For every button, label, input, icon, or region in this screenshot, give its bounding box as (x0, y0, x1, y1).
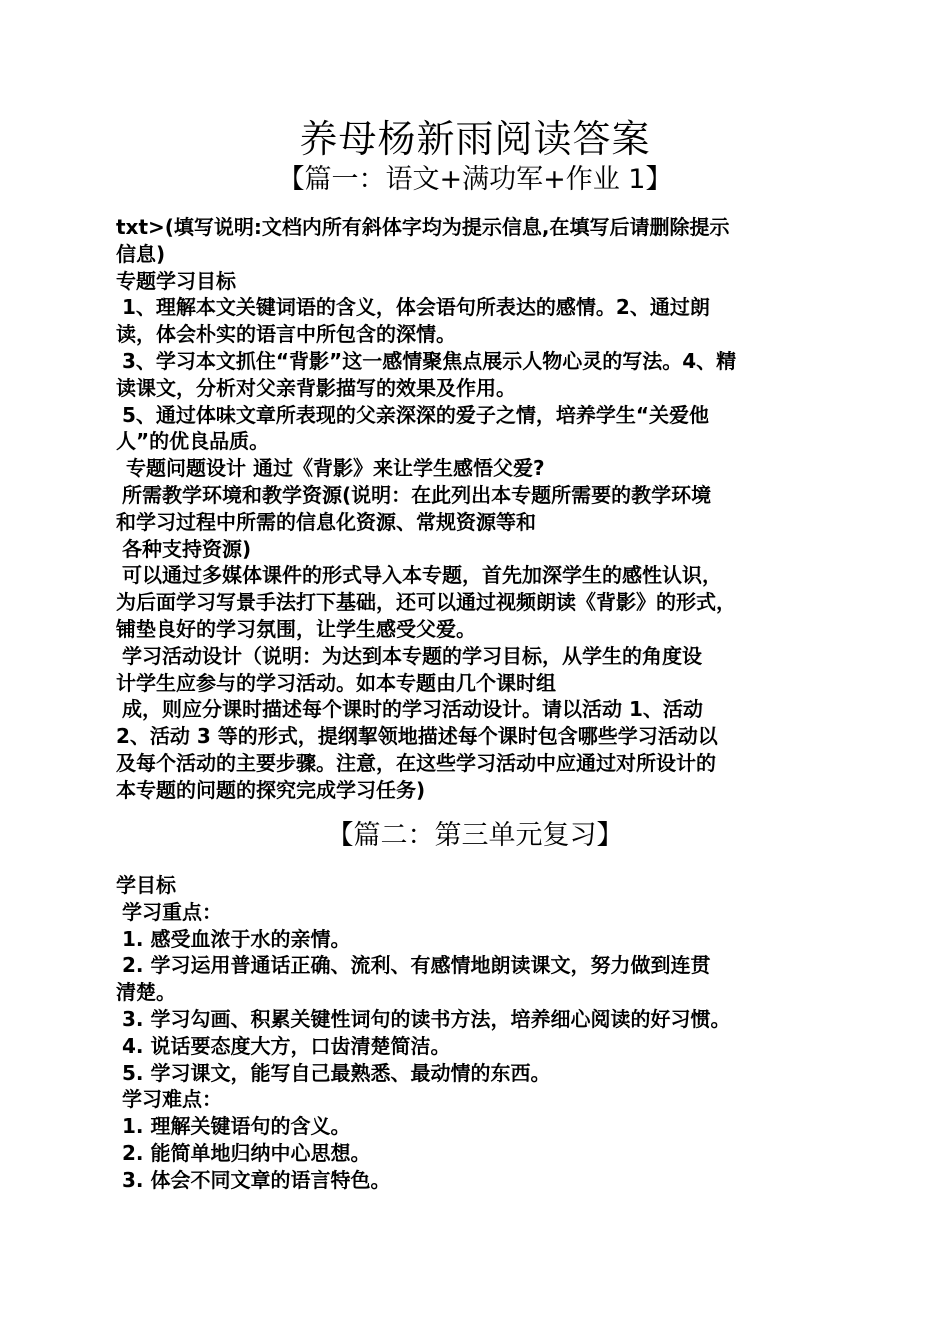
text-line: 学目标 (116, 873, 176, 897)
text-line: 读，体会朴实的语言中所包含的深情。 (116, 322, 456, 347)
text-line: txt>(填写说明:文档内所有斜体字均为提示信息,在填写后请删除提示 (116, 215, 730, 239)
text-line: 1. 感受血浓于水的亲情。 (122, 926, 351, 951)
text-line: 计学生应参与的学习活动。如本专题由几个课时组 (116, 670, 556, 695)
text-line: 读课文，分析对父亲背影描写的效果及作用。 (116, 375, 516, 400)
text-line: 信息) (116, 241, 166, 266)
text-line: 5. 学习课文，能写自己最熟悉、最动情的东西。 (122, 1060, 551, 1085)
section-2-body (116, 872, 834, 1194)
section-1-body (116, 214, 834, 804)
text-line: 3、学习本文抓住“背影”这一感情聚焦点展示人物心灵的写法。4、精 (122, 348, 737, 373)
text-line: 所需教学环境和教学资源(说明：在此列出本专题所需要的教学环境 (122, 482, 712, 507)
text-line: 3. 体会不同文章的语言特色。 (122, 1167, 391, 1192)
text-line: 专题问题设计 通过《背影》来让学生感悟父爱? (126, 456, 545, 481)
text-line: 1、理解本文关键词语的含义，体会语句所表达的感情。2、通过朗 (122, 295, 710, 320)
text-line: 成，则应分课时描述每个课时的学习活动设计。请以活动 1、活动 (122, 697, 703, 722)
text-line: 铺垫良好的学习氛围，让学生感受父爱。 (116, 616, 476, 641)
text-line: 专题学习目标 (116, 268, 236, 293)
text-line: 学习活动设计（说明：为达到本专题的学习目标，从学生的角度设 (122, 643, 702, 668)
text-line: 3. 学习勾画、积累关键性词句的读书方法，培养细心阅读的好习惯。 (122, 1006, 731, 1031)
text-line: 1. 理解关键语句的含义。 (122, 1114, 351, 1139)
section-2-heading: 【篇二：第三单元复习】 (326, 820, 624, 851)
text-line: 人”的优良品质。 (116, 429, 270, 454)
text-line: 和学习过程中所需的信息化资源、常规资源等和 (116, 509, 536, 534)
text-line: 可以通过多媒体课件的形式导入本专题，首先加深学生的感性认识， (122, 563, 722, 588)
text-line: 2. 学习运用普通话正确、流利、有感情地朗读课文，努力做到连贯 (122, 953, 711, 978)
text-line: 为后面学习写景手法打下基础，还可以通过视频朗读《背影》的形式， (116, 590, 736, 615)
text-line: 4. 说话要态度大方，口齿清楚简洁。 (122, 1033, 451, 1058)
document-title: 养母杨新雨阅读答案 (299, 117, 651, 161)
text-line: 各种支持资源) (122, 536, 252, 561)
text-line: 2. 能简单地归纳中心思想。 (122, 1140, 371, 1165)
text-line: 清楚。 (116, 980, 176, 1005)
text-line: 5、通过体味文章所表现的父亲深深的爱子之情，培养学生“关爱他 (122, 402, 710, 427)
section-1-heading: 【篇一：语文+满功军+作业 1】 (277, 164, 673, 195)
text-line: 本专题的问题的探究完成学习任务) (116, 777, 426, 802)
text-line: 2、活动 3 等的形式，提纲挈领地描述每个课时包含哪些学习活动以 (116, 724, 718, 749)
text-line: 学习难点： (122, 1087, 222, 1112)
text-line: 学习重点： (122, 899, 222, 924)
text-line: 及每个活动的主要步骤。注意，在这些学习活动中应通过对所设计的 (116, 750, 716, 775)
